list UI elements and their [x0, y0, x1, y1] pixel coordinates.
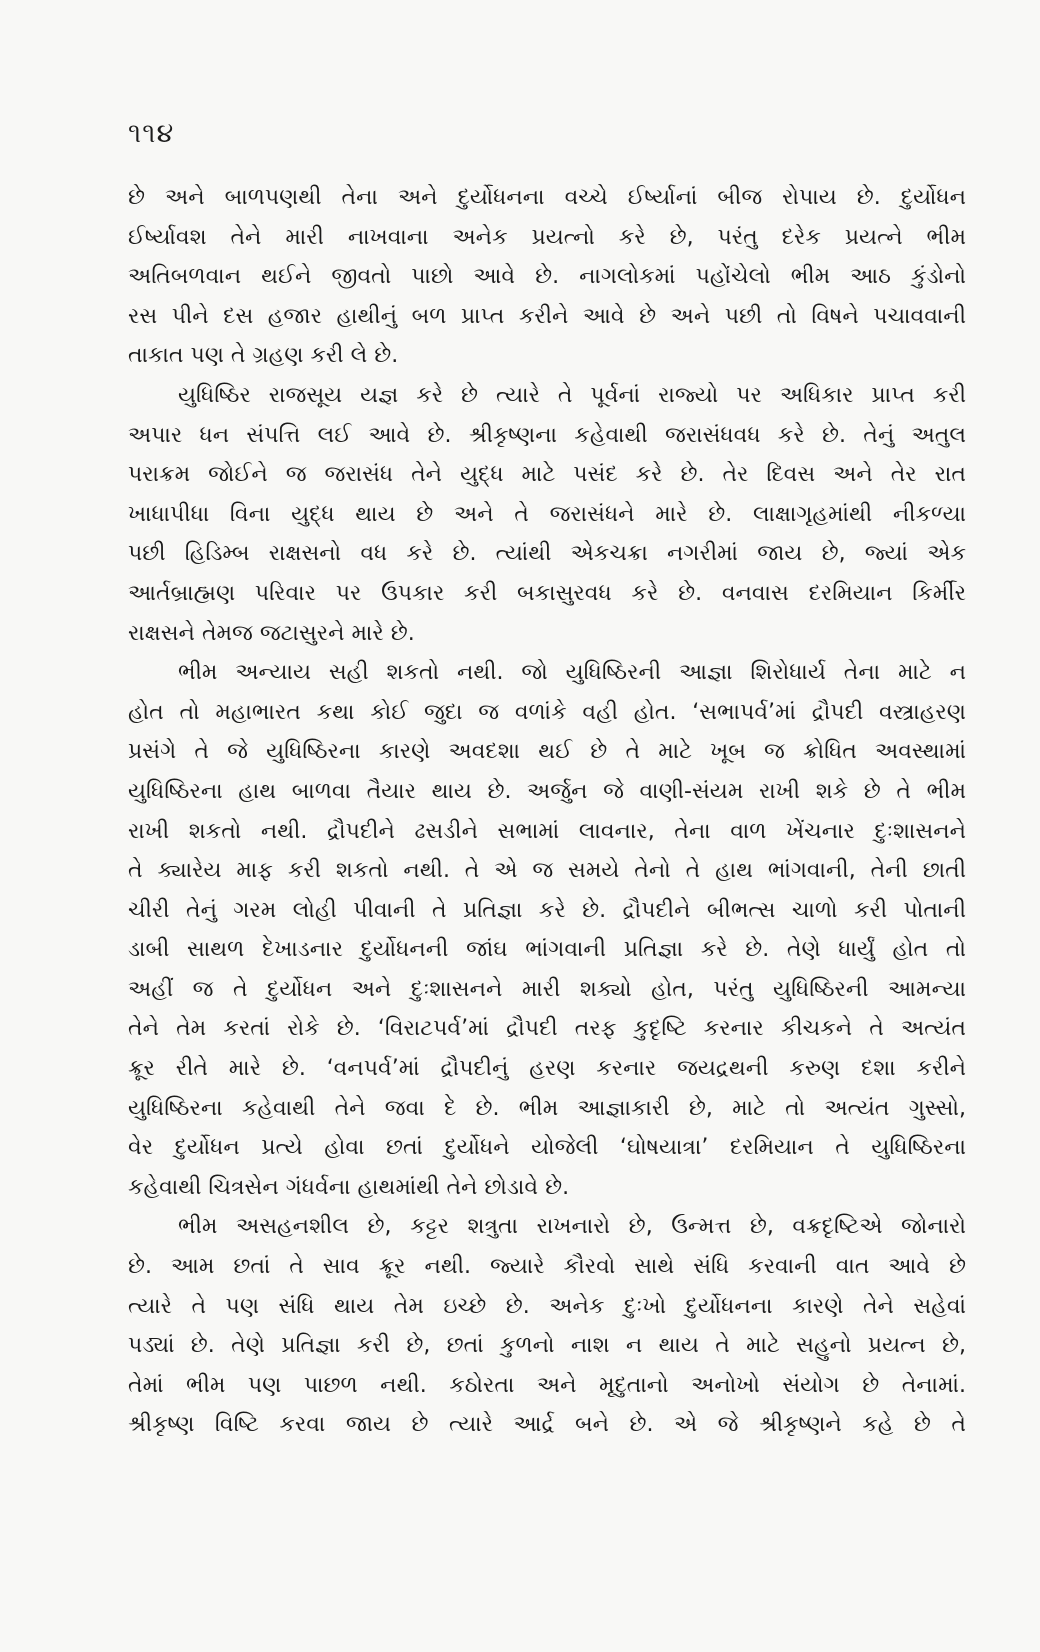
paragraph	[128, 1207, 966, 1445]
text-line: અતિબળવાન થઈને જીવતો પાછો આવે છે. નાગલોકમાં પહોંચેલો ભીમ આઠ કુંડોનો	[128, 264, 966, 290]
text-line: ભીમ અસહનશીલ છે, કટ્ટર શત્રુતા રાખનારો છે, ઉન્મત્ત છે, વક્રદૃષ્ટિએ જોનારો	[178, 1214, 966, 1240]
text-line: તેને તેમ કરતાં રોકે છે. ‘વિરાટપર્વ’માં દ્રૌપદી તરફ કુદૃષ્ટિ કરનાર કીચકને તે અત્યંત	[128, 1016, 966, 1042]
text-line: યુધિષ્ઠિર રાજસૂય યજ્ઞ કરે છે ત્યારે તે પૂર્વનાં રાજ્યો પર અધિકાર પ્રાપ્ત કરી	[178, 382, 966, 408]
text-line: પડ્યાં છે. તેણે પ્રતિજ્ઞા કરી છે, છતાં કુળનો નાશ ન થાય તે માટે સહુનો પ્રયત્ન છે,	[128, 1333, 966, 1359]
paragraph	[128, 376, 966, 653]
text-line: પરાક્રમ જોઈને જ જરાસંધ તેને યુદ્ધ માટે પસંદ કરે છે. તેર દિવસ અને તેર રાત	[128, 462, 966, 488]
text-line: પછી હિડિમ્બ રાક્ષસનો વધ કરે છે. ત્યાંથી એકચક્રા નગરીમાં જાય છે, જ્યાં એક	[128, 541, 966, 567]
text-line: છે અને બાળપણથી તેના અને દુર્યોધનના વચ્ચે ઈર્ષ્યાનાં બીજ રોપાય છે. દુર્યોધન	[128, 185, 966, 210]
text-body	[128, 178, 966, 1445]
text-line: ચીરી તેનું ગરમ લોહી પીવાની તે પ્રતિજ્ઞા કરે છે. દ્રૌપદીને બીભત્સ ચાળો કરી પોતાની	[128, 897, 966, 923]
text-line: ત્યારે તે પણ સંધિ થાય તેમ ઇચ્છે છે. અનેક દુઃખો દુર્યોધનના કારણે તેને સહેવાં	[128, 1293, 966, 1319]
text-line: શ્રીકૃષ્ણ વિષ્ટિ કરવા જાય છે ત્યારે આર્દ્ર બને છે. એ જે શ્રીકૃષ્ણને કહે છે તે	[128, 1412, 966, 1438]
text-line: છે. આમ છતાં તે સાવ ક્રૂર નથી. જ્યારે કૌરવો સાથે સંધિ કરવાની વાત આવે છે	[128, 1254, 966, 1280]
page-number: ૧૧૪	[128, 118, 175, 149]
text-line: તાકાત પણ તે ગ્રહણ કરી લે છે.	[128, 343, 399, 369]
text-line: ક્રૂર રીતે મારે છે. ‘વનપર્વ’માં દ્રૌપદીનું હરણ કરનાર જયદ્રથની કરુણ દશા કરીને	[128, 1056, 966, 1082]
text-line: રાક્ષસને તેમજ જટાસુરને મારે છે.	[128, 620, 415, 646]
text-line: અહીં જ તે દુર્યોધન અને દુઃશાસનને મારી શક્યો હોત, પરંતુ યુધિષ્ઠિરની આમન્યા	[128, 976, 966, 1002]
text-line: અપાર ધન સંપત્તિ લઈ આવે છે. શ્રીકૃષ્ણના કહેવાથી જરાસંધવધ કરે છે. તેનું અતુલ	[128, 422, 966, 448]
text-line: ખાધાપીધા વિના યુદ્ધ થાય છે અને તે જરાસંધને મારે છે. લાક્ષાગૃહમાંથી નીકળ્યા	[128, 501, 966, 527]
paragraph	[128, 178, 966, 376]
text-line: ઈર્ષ્યાવશ તેને મારી નાખવાના અનેક પ્રયત્નો કરે છે, પરંતુ દરેક પ્રયત્ને ભીમ	[128, 224, 966, 250]
text-line: કહેવાથી ચિત્રસેન ગંધર્વના હાથમાંથી તેને છોડાવે છે.	[128, 1174, 570, 1200]
text-line: વેર દુર્યોધન પ્રત્યે હોવા છતાં દુર્યોધને યોજેલી ‘ઘોષયાત્રા’ દરમિયાન તે યુધિષ્ઠિરના	[128, 1135, 966, 1161]
paragraph	[128, 653, 966, 1207]
text-line: તેમાં ભીમ પણ પાછળ નથી. કઠોરતા અને મૃદુતાનો અનોખો સંયોગ છે તેનામાં.	[128, 1372, 966, 1398]
text-line: તે ક્યારેય માફ કરી શકતો નથી. તે એ જ સમયે તેનો તે હાથ ભાંગવાની, તેની છાતી	[128, 858, 966, 884]
text-line: પ્રસંગે તે જે યુધિષ્ઠિરના કારણે અવદશા થઈ છે તે માટે ખૂબ જ ક્રોધિત અવસ્થામાં	[128, 739, 966, 765]
text-line: હોત તો મહાભારત કથા કોઈ જુદા જ વળાંકે વહી હોત. ‘સભાપર્વ’માં દ્રૌપદી વસ્ત્રાહરણ	[128, 699, 966, 725]
text-line: ભીમ અન્યાય સહી શકતો નથી. જો યુધિષ્ઠિરની આજ્ઞા શિરોધાર્ય તેના માટે ન	[178, 660, 966, 686]
text-line: રાખી શકતો નથી. દ્રૌપદીને ઢસડીને સભામાં લાવનાર, તેના વાળ ખેંચનાર દુઃશાસનને	[128, 818, 966, 844]
text-line: ડાબી સાથળ દેખાડનાર દુર્યોધનની જાંઘ ભાંગવાની પ્રતિજ્ઞા કરે છે. તેણે ધાર્યું હોત તો	[128, 937, 966, 963]
text-line: રસ પીને દસ હજાર હાથીનું બળ પ્રાપ્ત કરીને આવે છે અને પછી તો વિષને પચાવવાની	[128, 303, 966, 329]
text-line: યુધિષ્ઠિરના હાથ બાળવા તૈયાર થાય છે. અર્જુન જે વાણી-સંયમ રાખી શકે છે તે ભીમ	[128, 778, 966, 804]
text-line: આર્તબ્રાહ્મણ પરિવાર પર ઉપકાર કરી બકાસુરવધ કરે છે. વનવાસ દરમિયાન કિર્મીર	[128, 580, 966, 606]
text-line: યુધિષ્ઠિરના કહેવાથી તેને જવા દે છે. ભીમ આજ્ઞાકારી છે, માટે તો અત્યંત ગુસ્સો,	[128, 1095, 966, 1121]
